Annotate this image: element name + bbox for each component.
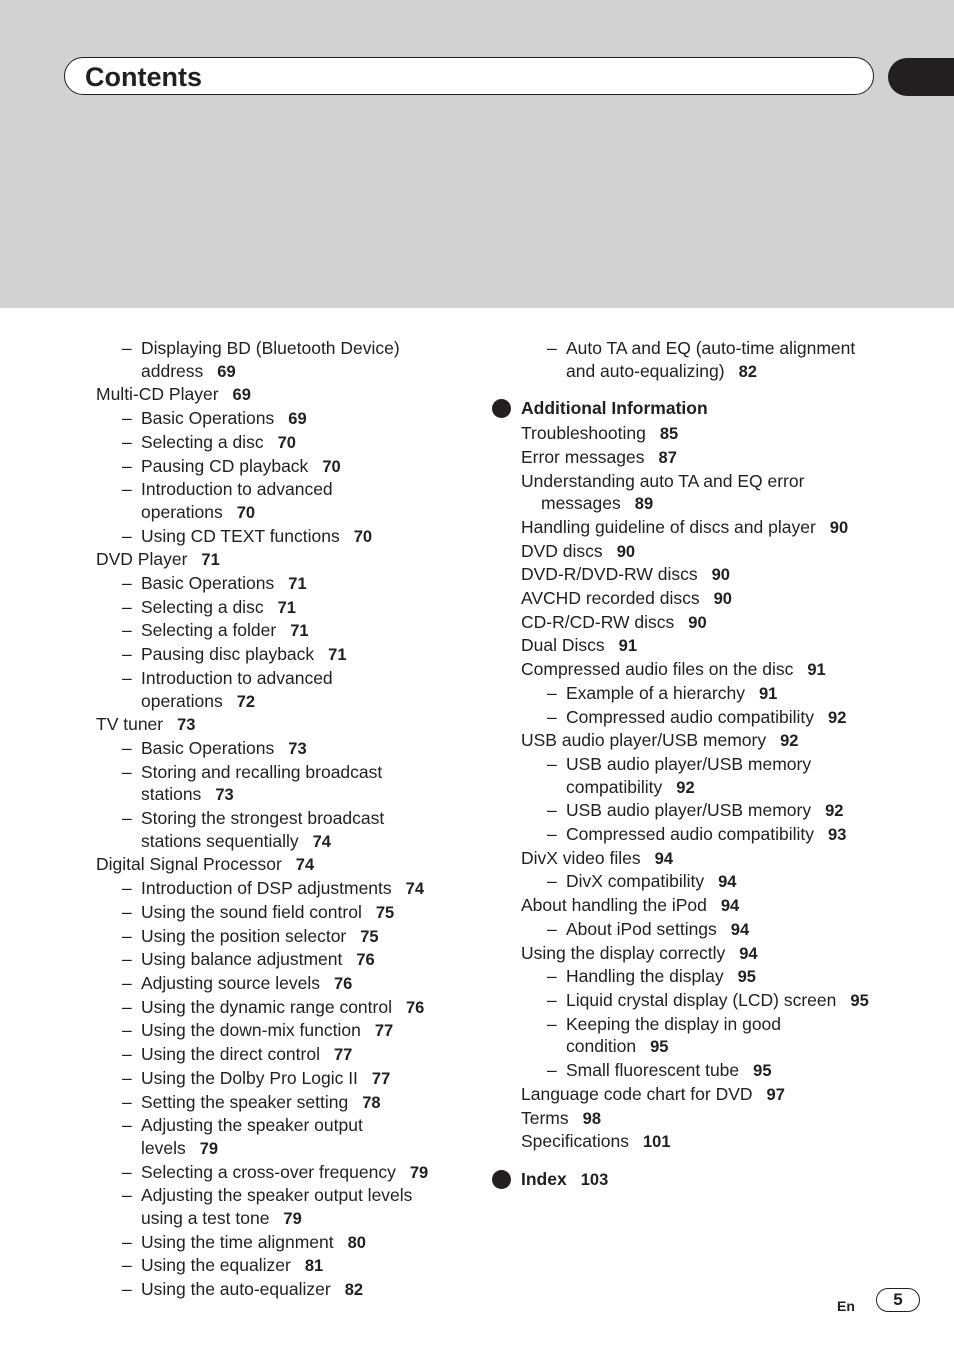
toc-entry-text: Adjusting the speaker output levels (141, 1185, 413, 1206)
dash-marker: – (122, 573, 132, 594)
dash-marker: – (122, 925, 132, 946)
toc-page-number: 77 (333, 1046, 353, 1065)
toc-entry-text: Pausing CD playback (141, 455, 309, 476)
toc-entry[interactable] (521, 540, 921, 564)
toc-entry-text: USB audio player/USB memory (521, 730, 767, 751)
toc-entry[interactable] (96, 1091, 476, 1115)
toc-entry-text: Understanding auto TA and EQ error (521, 470, 805, 491)
toc-entry[interactable] (96, 643, 476, 667)
toc-entry-text: condition (566, 1036, 637, 1057)
toc-entry[interactable] (96, 1043, 476, 1067)
dash-marker: – (547, 966, 557, 987)
toc-entry-text: Selecting a disc (141, 431, 264, 452)
toc-entry[interactable] (96, 1278, 476, 1302)
toc-entry[interactable] (96, 572, 476, 596)
toc-entry-text: Using the Dolby Pro Logic II (141, 1067, 358, 1088)
toc-left-column (96, 337, 476, 1302)
dash-marker: – (122, 667, 132, 688)
toc-entry[interactable] (521, 634, 921, 658)
toc-page-number: 80 (347, 1233, 366, 1252)
toc-entry-text: Compressed audio files on the disc (521, 659, 794, 680)
dash-marker: – (122, 1161, 132, 1182)
toc-entry-text: Using balance adjustment (141, 949, 343, 970)
toc-entry-text: Using the direct control (141, 1044, 320, 1065)
toc-page-number: 71 (277, 598, 296, 617)
toc-entry-text: Handling guideline of discs and player (521, 516, 816, 537)
toc-entry-text: Setting the speaker setting (141, 1091, 349, 1112)
toc-page-number: 91 (618, 637, 637, 656)
toc-entry[interactable] (96, 1067, 476, 1091)
toc-page-number: 73 (288, 739, 307, 758)
toc-page-number: 92 (780, 732, 799, 751)
toc-entry[interactable] (521, 337, 921, 383)
toc-entry-text: compatibility (566, 776, 663, 797)
toc-entry[interactable] (521, 1130, 921, 1154)
dash-marker: – (122, 644, 132, 665)
toc-entry[interactable] (521, 965, 921, 989)
dash-marker: – (122, 1020, 132, 1041)
toc-entry-text: stations sequentially (141, 830, 299, 851)
dash-marker: – (122, 761, 132, 782)
toc-page-number: 92 (676, 778, 695, 797)
toc-entry-text: TV tuner (96, 714, 164, 735)
toc-entry[interactable] (96, 407, 476, 431)
toc-entry[interactable] (96, 383, 476, 407)
toc-entry-text: Adjusting source levels (141, 972, 320, 993)
dash-marker: – (122, 996, 132, 1017)
toc-entry[interactable] (521, 706, 921, 730)
toc-page-number: 95 (850, 991, 869, 1010)
dash-marker: – (122, 737, 132, 758)
dash-marker: – (122, 1255, 132, 1276)
toc-page-number: 74 (312, 832, 331, 851)
toc-entry-text: Compressed audio compatibility (566, 824, 815, 845)
toc-page-number: 70 (322, 457, 341, 476)
toc-entry-text: Using the equalizer (141, 1255, 291, 1276)
toc-entry[interactable] (96, 667, 476, 713)
toc-entry-text: messages (541, 493, 621, 514)
toc-entry-text: and auto-equalizing) (566, 360, 725, 381)
toc-entry-text: Storing and recalling broadcast (141, 761, 383, 782)
dash-marker: – (122, 1231, 132, 1252)
toc-entry-text: Using the dynamic range control (141, 996, 392, 1017)
toc-entry-text: Using the display correctly (521, 942, 726, 963)
toc-page-number: 70 (236, 503, 256, 522)
dash-marker: – (547, 706, 557, 727)
toc-page-number: 95 (753, 1062, 772, 1081)
dash-marker: – (547, 989, 557, 1010)
dash-marker: – (547, 1013, 557, 1034)
toc-entry[interactable] (96, 431, 476, 455)
toc-page-number: 71 (288, 575, 307, 594)
section-bullet-icon (492, 1170, 511, 1189)
toc-page-number: 82 (344, 1281, 364, 1300)
dash-marker: – (122, 1044, 132, 1065)
toc-entry[interactable] (96, 1231, 476, 1255)
toc-entry[interactable] (96, 925, 476, 949)
toc-page-number: 92 (825, 802, 844, 821)
toc-page-number: 71 (328, 646, 347, 665)
toc-page-number: 94 (720, 897, 740, 916)
toc-page-number: 79 (199, 1139, 219, 1158)
toc-entry[interactable] (96, 596, 476, 620)
dash-marker: – (122, 525, 132, 546)
dash-marker: – (547, 871, 557, 892)
toc-page-number: 93 (828, 826, 847, 845)
toc-page-number: 91 (758, 684, 778, 703)
toc-entry-text: Basic Operations (141, 408, 275, 429)
toc-page-number: 76 (333, 974, 353, 993)
toc-entry[interactable] (96, 901, 476, 925)
toc-entry[interactable] (96, 548, 476, 572)
toc-entry-text: Multi-CD Player (96, 384, 219, 405)
dash-marker: – (547, 824, 557, 845)
section-heading[interactable] (521, 1168, 921, 1192)
toc-page-number: 79 (409, 1163, 429, 1182)
toc-entry[interactable] (521, 1107, 921, 1131)
toc-page-number: 94 (739, 944, 758, 963)
toc-page-number: 75 (375, 903, 395, 922)
toc-entry-text: Handling the display (566, 966, 724, 987)
page-number: 5 (876, 1288, 920, 1312)
dash-marker: – (122, 431, 132, 452)
toc-entry[interactable] (521, 611, 921, 635)
toc-page-number: 94 (718, 873, 737, 892)
toc-entry-text: Selecting a folder (141, 620, 277, 641)
toc-entry-text: stations (141, 784, 202, 805)
toc-entry-text: operations (141, 690, 223, 711)
dash-marker: – (122, 949, 132, 970)
toc-entry[interactable] (521, 989, 921, 1013)
toc-entry[interactable] (96, 807, 476, 853)
dash-marker: – (122, 1067, 132, 1088)
toc-entry-text: USB audio player/USB memory (566, 753, 812, 774)
toc-entry[interactable] (521, 870, 921, 894)
toc-page-number: 94 (730, 920, 750, 939)
dash-marker: – (547, 338, 557, 358)
toc-entry-text: Basic Operations (141, 573, 275, 594)
toc-entry-text: DVD-R/DVD-RW discs (521, 564, 698, 585)
toc-page-number: 70 (277, 433, 296, 452)
toc-entry-text: Using the sound field control (141, 901, 362, 922)
toc-entry-text: DVD discs (521, 540, 603, 561)
toc-page-number: 74 (405, 880, 425, 899)
toc-page-number: 71 (290, 622, 309, 641)
toc-entry-text: Dual Discs (521, 635, 605, 656)
toc-page-number: 75 (360, 927, 379, 946)
dash-marker: – (122, 408, 132, 429)
toc-entry[interactable] (96, 455, 476, 479)
toc-entry[interactable] (96, 1114, 476, 1160)
toc-entry[interactable] (96, 619, 476, 643)
dash-marker: – (122, 972, 132, 993)
toc-entry-text: address (141, 360, 204, 381)
dash-marker: – (122, 1115, 132, 1136)
toc-page-number: 90 (713, 590, 732, 609)
dash-marker: – (547, 682, 557, 703)
toc-entry-text: Liquid crystal display (LCD) screen (566, 989, 837, 1010)
toc-entry-text: Error messages (521, 446, 645, 467)
dash-marker: – (122, 596, 132, 617)
toc-entry[interactable] (96, 1019, 476, 1043)
toc-entry-text: USB audio player/USB memory (566, 800, 812, 821)
toc-entry[interactable] (521, 1083, 921, 1107)
toc-page-number: 72 (236, 692, 256, 711)
toc-entry-text: Introduction to advanced (141, 667, 333, 688)
language-label: En (837, 1298, 855, 1314)
toc-page-number: 89 (634, 495, 654, 514)
toc-entry-text: Selecting a cross-over frequency (141, 1161, 396, 1182)
toc-entry[interactable] (521, 799, 921, 823)
page-title: Contents (85, 62, 202, 92)
toc-page-number: 70 (353, 527, 373, 546)
section-bullet-icon (492, 399, 511, 418)
toc-entry[interactable] (521, 823, 921, 847)
toc-entry-text: Storing the strongest broadcast (141, 808, 385, 829)
toc-page-number: 69 (217, 362, 236, 381)
title-pill (64, 57, 874, 95)
toc-entry[interactable] (96, 1161, 476, 1185)
toc-page-number: 82 (738, 362, 757, 381)
toc-page-number: 90 (829, 518, 849, 537)
toc-entry[interactable] (521, 516, 921, 540)
toc-entry-text: CD-R/CD-RW discs (521, 611, 675, 632)
dash-marker: – (122, 455, 132, 476)
toc-entry-text: Selecting a disc (141, 596, 264, 617)
toc-page-number: 92 (828, 708, 847, 727)
toc-right-column (521, 337, 921, 1194)
dash-marker: – (122, 1279, 132, 1300)
toc-entry-text: Keeping the display in good (566, 1013, 782, 1034)
toc-entry-text: using a test tone (141, 1208, 270, 1229)
dash-marker: – (122, 479, 132, 500)
toc-entry-text: Language code chart for DVD (521, 1083, 753, 1104)
toc-entry[interactable] (521, 658, 921, 682)
toc-entry[interactable] (96, 337, 476, 383)
toc-entry[interactable] (521, 918, 921, 942)
toc-entry[interactable] (521, 894, 921, 918)
toc-entry[interactable] (521, 1013, 921, 1059)
dash-marker: – (122, 808, 132, 829)
toc-entry-text: Displaying BD (Bluetooth Device) (141, 338, 400, 358)
toc-page-number: 76 (356, 951, 375, 970)
toc-page-number: 76 (405, 998, 425, 1017)
toc-entry-text: Using CD TEXT functions (141, 525, 340, 546)
toc-page-number: 78 (362, 1093, 381, 1112)
toc-page-number: 97 (766, 1085, 785, 1104)
toc-entry-text: Using the down-mix function (141, 1020, 361, 1041)
dash-marker: – (547, 800, 557, 821)
toc-entry[interactable] (521, 753, 921, 799)
toc-page-number: 91 (807, 661, 826, 680)
toc-entry-text: About iPod settings (566, 918, 717, 939)
toc-entry-text: DivX compatibility (566, 871, 705, 892)
toc-entry-text: operations (141, 501, 223, 522)
section-title: Additional Information (521, 398, 708, 419)
toc-entry-text: Adjusting the speaker output (141, 1115, 363, 1136)
toc-entry[interactable] (96, 525, 476, 549)
toc-entry[interactable] (96, 1254, 476, 1278)
toc-entry[interactable] (521, 942, 921, 966)
dash-marker: – (122, 878, 132, 899)
toc-entry[interactable] (521, 422, 921, 446)
dash-marker: – (122, 901, 132, 922)
toc-page-number: 90 (711, 566, 730, 585)
toc-entry-text: About handling the iPod (521, 895, 707, 916)
toc-page-number: 79 (283, 1210, 302, 1229)
toc-entry-text: Terms (521, 1107, 569, 1128)
dash-marker: – (122, 1185, 132, 1206)
toc-page-number: 87 (658, 448, 677, 467)
toc-page-number: 77 (374, 1022, 394, 1041)
toc-entry-text: Using the auto-equalizer (141, 1279, 331, 1300)
toc-entry[interactable] (521, 470, 921, 516)
toc-entry-text: Introduction to advanced (141, 479, 333, 500)
toc-entry[interactable] (96, 713, 476, 737)
toc-entry[interactable] (96, 1184, 476, 1230)
toc-entry-text: Introduction of DSP adjustments (141, 878, 392, 899)
toc-entry-text: DVD Player (96, 549, 188, 570)
dash-marker: – (122, 338, 132, 358)
toc-page-number: 90 (616, 542, 636, 561)
toc-entry[interactable] (96, 761, 476, 807)
toc-page-number: 95 (650, 1038, 669, 1057)
toc-entry[interactable] (96, 853, 476, 877)
header-banner (0, 0, 954, 308)
toc-entry-text: Pausing disc playback (141, 644, 315, 665)
toc-entry[interactable] (521, 446, 921, 470)
toc-page-number: 85 (659, 425, 679, 444)
toc-entry[interactable] (521, 1059, 921, 1083)
toc-entry[interactable] (521, 563, 921, 587)
toc-entry[interactable] (521, 729, 921, 753)
toc-entry[interactable] (96, 996, 476, 1020)
toc-entry-text: Digital Signal Processor (96, 854, 282, 875)
toc-entry[interactable] (521, 587, 921, 611)
toc-entry-text: Basic Operations (141, 737, 275, 758)
toc-entry-text: Small fluorescent tube (566, 1060, 740, 1081)
section-tab (888, 58, 954, 96)
toc-entry-text: Using the time alignment (141, 1231, 334, 1252)
toc-entry-text: Using the position selector (141, 925, 347, 946)
toc-entry-text: levels (141, 1137, 186, 1158)
toc-page-number: 69 (288, 410, 307, 429)
toc-entry-text: DivX video files (521, 847, 641, 868)
toc-entry-text: Example of a hierarchy (566, 682, 745, 703)
toc-entry-text: Compressed audio compatibility (566, 706, 815, 727)
dash-marker: – (547, 918, 557, 939)
dash-marker: – (547, 753, 557, 774)
toc-entry[interactable] (96, 737, 476, 761)
toc-page-number: 81 (304, 1257, 324, 1276)
section-heading[interactable] (521, 397, 921, 420)
toc-entry[interactable] (96, 972, 476, 996)
dash-marker: – (122, 1091, 132, 1112)
toc-page-number: 71 (201, 551, 220, 570)
section-title: Index (521, 1168, 567, 1189)
toc-page-number: 103 (580, 1170, 609, 1189)
toc-entry[interactable] (96, 478, 476, 524)
toc-entry[interactable] (521, 682, 921, 706)
toc-entry[interactable] (96, 877, 476, 901)
toc-page-number: 73 (177, 716, 196, 735)
toc-page-number: 90 (688, 613, 707, 632)
dash-marker: – (122, 620, 132, 641)
toc-page-number: 69 (232, 386, 251, 405)
toc-page-number: 77 (371, 1069, 391, 1088)
toc-page-number: 94 (654, 849, 673, 868)
toc-entry-text: AVCHD recorded discs (521, 588, 700, 609)
toc-page-number: 98 (582, 1109, 601, 1128)
toc-entry[interactable] (96, 948, 476, 972)
toc-page-number: 95 (737, 968, 756, 987)
toc-page-number: 74 (295, 856, 315, 875)
toc-page-number: 73 (215, 786, 234, 805)
toc-entry-text: Auto TA and EQ (auto-time alignment (566, 338, 856, 358)
toc-entry[interactable] (521, 847, 921, 871)
toc-entry-text: Troubleshooting (521, 423, 646, 444)
toc-page-number: 101 (642, 1133, 671, 1152)
dash-marker: – (547, 1060, 557, 1081)
toc-entry-text: Specifications (521, 1131, 629, 1152)
